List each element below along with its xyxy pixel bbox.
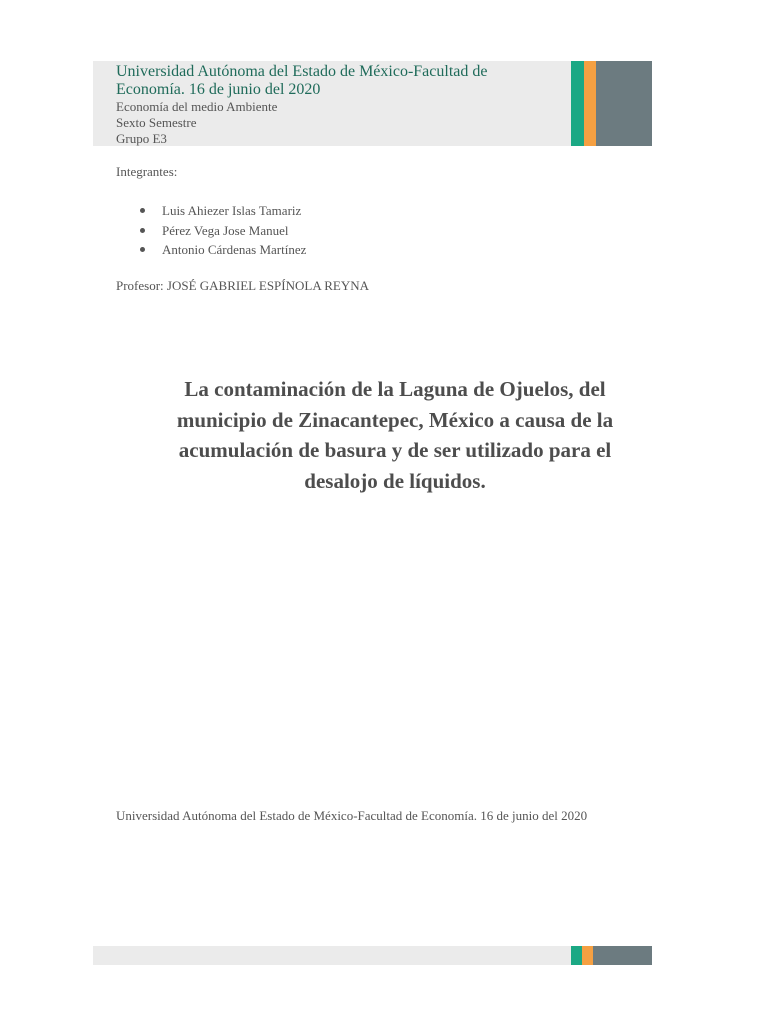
course-name: Economía del medio Ambiente bbox=[116, 99, 278, 114]
semester: Sexto Semestre bbox=[116, 115, 197, 130]
footer-orange-stripe bbox=[582, 946, 593, 965]
group: Grupo E3 bbox=[116, 131, 167, 146]
header-teal-stripe bbox=[571, 61, 584, 146]
list-item: Pérez Vega Jose Manuel bbox=[116, 221, 306, 241]
document-title: La contaminación de la Laguna de Ojuelos, del municipio de Zinacantepec, México a causa de la acumulación de basura y de ser utilizado para el desalojo de líquidos. bbox=[176, 377, 614, 493]
members-label: Integrantes: bbox=[116, 164, 178, 179]
footer-teal-stripe bbox=[571, 946, 582, 965]
header-orange-stripe bbox=[584, 61, 596, 146]
header-block bbox=[116, 63, 556, 147]
header-title: Universidad Autónoma del Estado de México-Facultad de Economía. 16 de junio del 2020 bbox=[116, 63, 488, 98]
list-item: Antonio Cárdenas Martínez bbox=[116, 240, 306, 260]
footer-text: Universidad Autónoma del Estado de México-Facultad de Economía. 16 de junio del 2020 bbox=[116, 808, 588, 823]
members-list bbox=[116, 201, 306, 260]
list-item: Luis Ahiezer Islas Tamariz bbox=[116, 201, 306, 221]
footer-gray-stripe bbox=[593, 946, 652, 965]
header-gray-stripe bbox=[596, 61, 652, 146]
footer-band bbox=[93, 946, 652, 965]
professor-line: Profesor: JOSÉ GABRIEL ESPÍNOLA REYNA bbox=[116, 278, 370, 293]
